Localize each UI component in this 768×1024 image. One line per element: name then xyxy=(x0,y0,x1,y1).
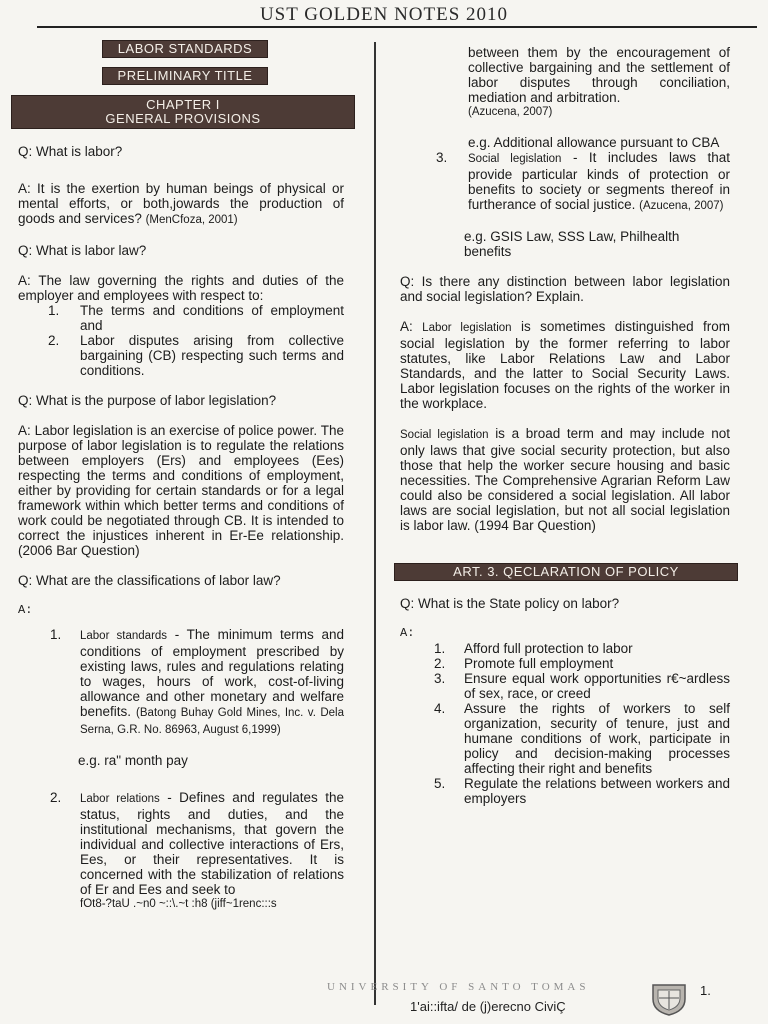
list-item xyxy=(434,641,730,656)
question-distinction: Q: Is there any distinction between labor legislation and social legislation? Explain. xyxy=(400,274,730,304)
question-purpose-legislation: Q: What is the purpose of labor legislation? xyxy=(18,393,277,408)
list-item-text: Ensure equal work opportunities r€~ardless of sex, race, or creed xyxy=(464,671,730,701)
question-labor-law: Q: What is labor law? xyxy=(18,243,147,258)
classification-item-3 xyxy=(436,150,730,214)
list-item xyxy=(434,776,730,806)
example-13th-month: e.g. ra" month pay xyxy=(78,753,188,768)
banner-labor-standards: LABOR STANDARDS xyxy=(102,40,268,58)
answer-labor-law: A: The law governing the rights and duties of the employer and employees with respect to: xyxy=(18,273,344,303)
list-item-text: Afford full protection to labor xyxy=(464,641,633,656)
right-column xyxy=(400,45,730,806)
chapter-title: GENERAL PROVISIONS xyxy=(105,111,261,126)
answer-text: is sometimes distinguished from social legislation by the former referring to labor statutes, like Labor Relations Law and Labor Standards, and the latter to Social Security Laws. Labor legislation focuses on the rights of the worker in the workplace. xyxy=(400,319,730,411)
item-number: 2. xyxy=(50,790,62,805)
list-item xyxy=(434,701,730,776)
header-rule xyxy=(37,26,757,28)
answer-social-legislation xyxy=(400,426,730,533)
policy-list xyxy=(434,641,730,806)
answer-what-is-labor xyxy=(18,181,344,228)
banner-chapter xyxy=(11,95,355,129)
item-text: - It includes laws that provide particular kinds of protection or benefits to society or segments thereof in furtherance of social justice. xyxy=(468,150,730,212)
item-text: - The minimum terms and conditions of employment prescribed by existing laws, rules and regulations relating to wages, hours of work, cost-of-living allowance and other monetary and welfare benefits. xyxy=(80,627,344,719)
page-number: 1. xyxy=(700,983,711,998)
list-item-number: 3. xyxy=(434,671,446,686)
item-citation: (Azucena, 2007) xyxy=(639,200,724,212)
classification-item-1 xyxy=(50,627,344,738)
list-item xyxy=(434,671,730,701)
left-column xyxy=(18,40,344,912)
list-item-number: 1. xyxy=(434,641,446,656)
list-item-number: 5. xyxy=(434,776,446,791)
citation: (Azucena, 2007) xyxy=(468,106,553,118)
question-state-policy: Q: What is the State policy on labor? xyxy=(400,596,620,611)
column-divider xyxy=(374,42,376,1005)
list-item-number: 1. xyxy=(48,303,60,318)
list-item-number: 2. xyxy=(434,656,446,671)
example-gsis: e.g. GSIS Law, SSS Law, Philhealth benefits xyxy=(464,229,680,259)
list-item-text: Labor disputes arising from collective bargaining (CB) respecting such terms and conditions. xyxy=(80,333,344,378)
item-number: 3. xyxy=(436,150,448,165)
list-item-text: The terms and conditions of employment and xyxy=(80,303,344,333)
list-item-text: Promote full employment xyxy=(464,656,614,671)
chapter-number: CHAPTER I xyxy=(146,97,220,112)
list-item xyxy=(434,656,730,671)
question-classifications: Q: What are the classifications of labor law? xyxy=(18,573,281,588)
list-item xyxy=(48,303,344,333)
item-term: Labor standards xyxy=(80,630,168,642)
list-item-number: 2. xyxy=(48,333,60,348)
list-item-number: 4. xyxy=(434,701,446,716)
footer-faculty: 1'ai::ifta/ de (j)erecno CiviÇ xyxy=(410,999,566,1014)
list-item-text: Regulate the relations between workers and employers xyxy=(464,776,730,806)
university-seal-icon xyxy=(650,982,688,1016)
item-term: Social legislation xyxy=(468,153,562,165)
question-what-is-labor: Q: What is labor? xyxy=(18,144,123,159)
relations-continuation: between them by the encouragement of collective bargaining and the settlement of labor disputes through conciliation, mediation and arbitration. xyxy=(468,45,730,105)
classification-item-2 xyxy=(50,790,344,912)
header-title: UST GOLDEN NOTES 2010 xyxy=(259,4,509,25)
answer-term: Social legislation xyxy=(400,429,489,441)
answer-text: A: It is the exertion by human beings of physical or mental efforts, or both,jowards the production of goods and services? xyxy=(18,181,344,226)
item-text: - Defines and regulates the status, rights and duties, and the institutional mechanisms, that govern the individual and collective interactions of Ers, Ees, or their representatives. It is concerned with the stabilization of relations of Er and Ees and seek to xyxy=(80,790,344,897)
item-citation: (Batong Buhay Gold Mines, Inc. v. Dela Serna, G.R. No. 86963, August 6,1999) xyxy=(80,707,344,736)
item-number: 1. xyxy=(50,627,62,642)
example-cba: e.g. Additional allowance pursuant to CBA xyxy=(468,135,720,150)
item-term: Labor relations xyxy=(80,793,160,805)
banner-art-3: ART. 3. QECLARATION OF POLICY xyxy=(394,563,738,581)
answer-lead: A: xyxy=(400,319,413,334)
answer-label: A: xyxy=(18,603,33,617)
list-item-text: Assure the rights of workers to self organization, security of tenure, just and humane conditions of work, participate in policy and decision-making processes affecting their right and benefits xyxy=(464,701,730,776)
labor-law-list xyxy=(48,303,344,378)
answer-text: is a broad term and may include not only laws that give social security protection, but also those that help the worker secure housing and basic necessities. The Comprehensive Agrarian Reform Law could also be considered a social legislation. All labor laws are social legislation, but not all social legislation is labor law. (1994 Bar Question) xyxy=(400,426,730,533)
answer-label: A: xyxy=(400,626,415,640)
banner-preliminary-title: PRELIMINARY TITLE xyxy=(102,67,268,85)
answer-labor-legislation xyxy=(400,319,730,411)
citation: (MenCfoza, 2001) xyxy=(145,214,238,226)
footer-university: UNIVERSITY OF SANTO TOMAS xyxy=(327,981,590,993)
garbled-text: fOt8-?taU .~n0 ~::\.~t :h8 (jiff~1renc:::s xyxy=(80,898,277,910)
answer-purpose-legislation: A: Labor legislation is an exercise of police power. The purpose of labor legislation is to regulate the relations between employers (Ers) and employees (Ees) respecting the terms and conditions of employment, either by providing for certain standards or for a legal framework within which better terms and conditions of work could be negotiated through CB. It is intended to correct the injustices inherent in Er-Ee relationship. (2006 Bar Question) xyxy=(18,423,344,558)
list-item xyxy=(48,333,344,378)
answer-term: Labor legislation xyxy=(422,322,512,334)
